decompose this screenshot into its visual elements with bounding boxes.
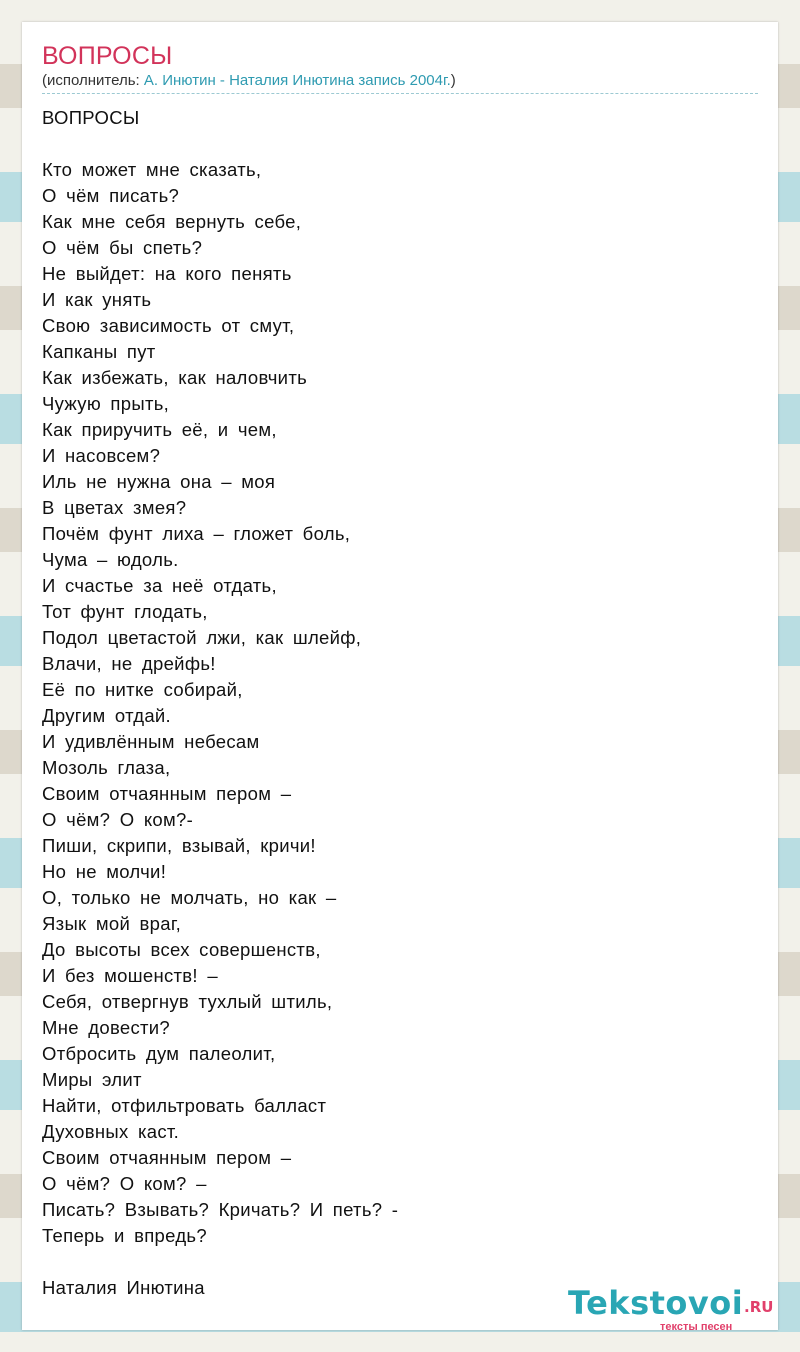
- lyric-line: Как приручить её, и чем,: [42, 419, 277, 440]
- lyric-line: Как избежать, как наловчить: [42, 367, 308, 388]
- artist-link[interactable]: А. Инютин - Наталия Инютина запись 2004г.: [143, 72, 451, 89]
- logo-domain: .RU: [744, 1298, 774, 1316]
- lyric-line: Её по нитке собирай,: [42, 679, 243, 700]
- lyric-line: Тот фунт глодать,: [42, 601, 208, 622]
- lyric-line: И насовсем?: [42, 445, 161, 466]
- lyric-line: Отбросить дум палеолит,: [42, 1043, 276, 1064]
- performer-suffix: ): [450, 72, 456, 89]
- lyric-line: И как унять: [42, 289, 152, 310]
- lyric-line: ВОПРОСЫ: [42, 107, 140, 128]
- logo-wordmark: Tekstovoi: [568, 1284, 744, 1322]
- lyric-line: О чём писать?: [42, 185, 180, 206]
- lyric-line: О чём? О ком? –: [42, 1173, 207, 1194]
- lyric-line: Наталия Инютина: [42, 1277, 205, 1298]
- lyric-line: Найти, отфильтровать балласт: [42, 1095, 327, 1116]
- lyrics-card: [22, 22, 778, 1333]
- lyric-line: Себя, отвергнув тухлый штиль,: [42, 991, 333, 1012]
- lyric-line: Другим отдай.: [42, 705, 171, 726]
- lyric-line: Как мне себя вернуть себе,: [42, 211, 302, 232]
- lyric-line: Не выйдет: на кого пенять: [42, 263, 292, 284]
- lyric-line: Кто может мне сказать,: [42, 159, 262, 180]
- lyric-line: Своим отчаянным пером –: [42, 1147, 292, 1168]
- lyric-line: Капканы пут: [42, 341, 156, 362]
- lyric-line: Иль не нужна она – моя: [42, 471, 276, 492]
- lyric-line: Почём фунт лиха – гложет боль,: [42, 523, 351, 544]
- lyric-line: О чём? О ком?-: [42, 809, 194, 830]
- performer-prefix: (исполнитель:: [42, 72, 144, 89]
- dashed-separator: [42, 93, 758, 94]
- lyric-line: [42, 131, 752, 157]
- lyric-line: И удивлённым небесам: [42, 731, 260, 752]
- lyric-line: [42, 1249, 752, 1275]
- logo-subtitle: тексты песен: [660, 1321, 733, 1333]
- lyric-line: Мне довести?: [42, 1017, 170, 1038]
- lyric-line: Подол цветастой лжи, как шлейф,: [42, 627, 362, 648]
- song-title: ВОПРОСЫ: [42, 42, 173, 70]
- lyric-line: Пиши, скрипи, взывай, кричи!: [42, 835, 316, 856]
- lyric-line: Миры элит: [42, 1069, 142, 1090]
- lyrics-text: [42, 105, 752, 1301]
- lyric-line: Писать? Взывать? Кричать? И петь? -: [42, 1199, 399, 1220]
- lyric-line: Чужую прыть,: [42, 393, 170, 414]
- lyric-line: И без мошенств! –: [42, 965, 218, 986]
- lyric-line: До высоты всех совершенств,: [42, 939, 321, 960]
- lyric-line: Но не молчи!: [42, 861, 167, 882]
- performer-info: [42, 72, 456, 89]
- lyric-line: О чём бы спеть?: [42, 237, 203, 258]
- lyric-line: Влачи, не дрейфь!: [42, 653, 216, 674]
- lyric-line: И счастье за неё отдать,: [42, 575, 277, 596]
- site-logo[interactable]: [568, 1284, 778, 1333]
- lyric-line: В цветах змея?: [42, 497, 187, 518]
- lyric-line: О, только не молчать, но как –: [42, 887, 337, 908]
- lyric-line: Мозоль глаза,: [42, 757, 171, 778]
- lyric-line: Свою зависимость от смут,: [42, 315, 295, 336]
- lyric-line: Чума – юдоль.: [42, 549, 179, 570]
- lyric-line: Своим отчаянным пером –: [42, 783, 292, 804]
- lyric-line: Язык мой враг,: [42, 913, 182, 934]
- lyric-line: Духовных каст.: [42, 1121, 180, 1142]
- lyric-line: Теперь и впредь?: [42, 1225, 207, 1246]
